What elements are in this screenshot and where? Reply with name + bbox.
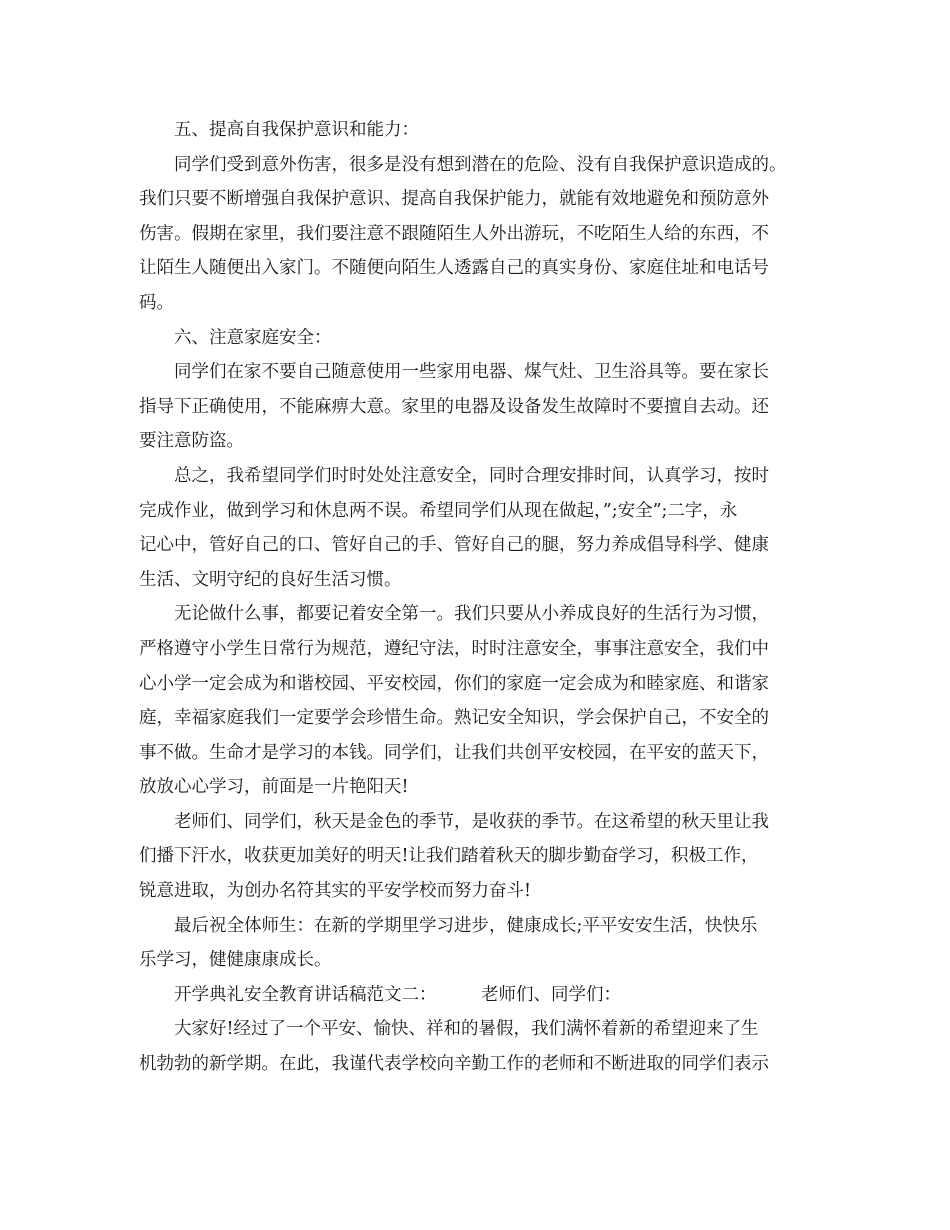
text-line: 大家好!经过了一个平安、愉快、祥和的暑假，我们满怀着新的希望迎来了生 — [174, 1019, 759, 1040]
text-line: 码。 — [139, 292, 174, 313]
text-line: 同学们在家不要自己随意使用一些家用电器、煤气灶、卫生浴具等。要在家长 — [174, 362, 769, 383]
text-line: 五、提高自我保护意识和能力： — [174, 120, 419, 140]
text-line: 要注意防盗。 — [139, 431, 244, 452]
text-line: 们播下汗水，收获更加美好的明天!让我们踏着秋天的脚步勤奋学习，积极工作， — [139, 846, 759, 867]
text-line: 无论做什么事，都要记着安全第一。我们只要从小养成良好的生活行为习惯， — [174, 604, 769, 625]
text-line: 我们只要不断增强自我保护意识、提高自我保护能力，就能有效地避免和预防意外 — [139, 189, 769, 210]
text-line: 指导下正确使用，不能麻痹大意。家里的电器及设备发生故障时不要擅自去动。还 — [139, 396, 769, 417]
text-line: 开学典礼安全教育讲话稿范文二： 老师们、同学们： — [174, 984, 622, 1005]
text-line: 庭，幸福家庭我们一定要学会珍惜生命。熟记安全知识，学会保护自己，不安全的 — [139, 708, 769, 729]
text-line: 老师们、同学们，秋天是金色的季节，是收获的季节。在这希望的秋天里让我 — [174, 811, 769, 832]
document-body — [139, 113, 829, 1082]
text-line: 完成作业，做到学习和休息两不误。希望同学们从现在做起，”;安全”;二字，永 — [139, 500, 738, 521]
text-line: 机勃勃的新学期。在此，我谨代表学校向辛勤工作的老师和不断进取的同学们表示 — [139, 1054, 769, 1075]
text-line: 严格遵守小学生日常行为规范，遵纪守法，时时注意安全，事事注意安全，我们中 — [139, 638, 769, 659]
text-line: 乐学习，健健康康成长。 — [139, 950, 332, 971]
text-line: 伤害。假期在家里，我们要注意不跟随陌生人外出游玩，不吃陌生人给的东西，不 — [139, 223, 769, 244]
text-line: 让陌生人随便出入家门。不随便向陌生人透露自己的真实身份、家庭住址和电话号 — [139, 258, 769, 279]
text-line: 生活、文明守纪的良好生活习惯。 — [139, 569, 402, 590]
text-line: 同学们受到意外伤害，很多是没有想到潜在的危险、没有自我保护意识造成的。 — [174, 154, 787, 175]
text-line: 放放心心学习，前面是一片艳阳天! — [139, 777, 409, 798]
text-line: 最后祝全体师生：在新的学期里学习进步，健康成长;平平安安生活，快快乐 — [174, 915, 758, 936]
text-line: 总之，我希望同学们时时处处注意安全，同时合理安排时间，认真学习，按时 — [174, 465, 769, 486]
text-line: 心小学一定会成为和谐校园、平安校园，你们的家庭一定会成为和睦家庭、和谐家 — [139, 673, 769, 694]
text-line: 记心中，管好自己的口、管好自己的手、管好自己的腿，努力养成倡导科学、健康 — [139, 535, 769, 556]
text-line: 六、注意家庭安全： — [174, 327, 332, 348]
text-line: 锐意进取，为创办名符其实的平安学校而努力奋斗! — [139, 881, 532, 902]
text-line: 事不做。生命才是学习的本钱。同学们，让我们共创平安校园，在平安的蓝天下， — [139, 742, 769, 763]
